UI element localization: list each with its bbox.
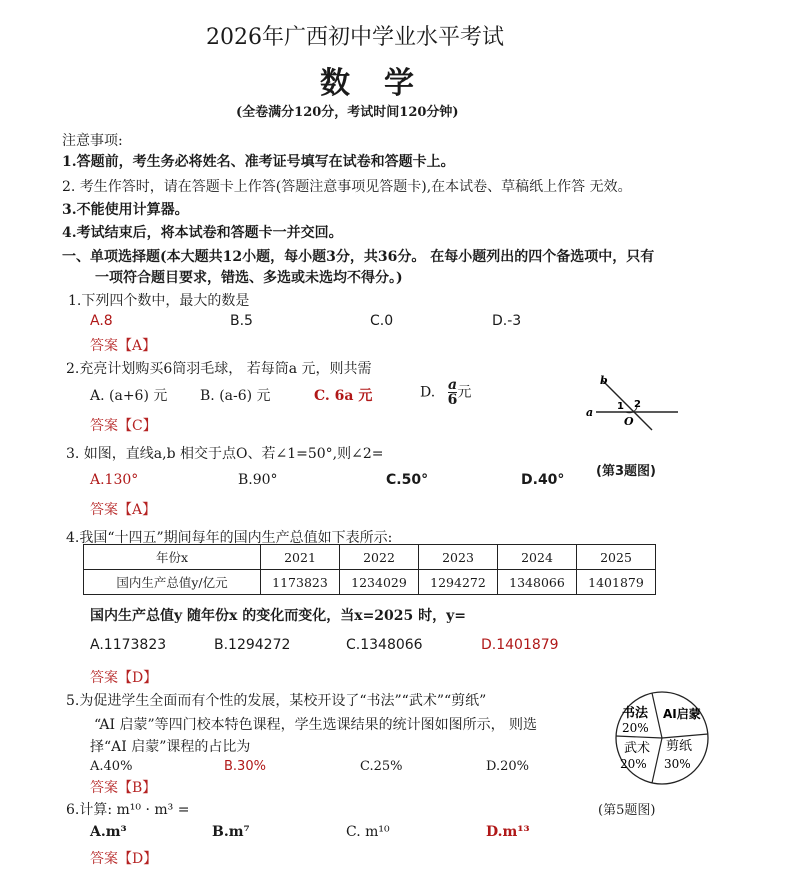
pie-label-ai: AI启蒙: [663, 707, 701, 721]
q6-option-d: D.m¹³: [486, 824, 530, 840]
table-cell: 1294272: [419, 570, 498, 595]
q4-option-d: D.1401879: [481, 637, 559, 653]
fraction-denominator: 6: [447, 392, 458, 408]
q4-option-c: C.1348066: [346, 637, 423, 653]
q1-option-b: B.5: [230, 313, 253, 329]
pie-divider: [652, 738, 662, 783]
pie-divider: [616, 736, 662, 738]
pie-label-wushu: 武术: [624, 741, 651, 756]
q4-answer: 答案【D】: [90, 670, 158, 686]
table-cell: 1348066: [498, 570, 577, 595]
q6-answer: 答案【D】: [90, 851, 158, 867]
q6-option-b: B.m⁷: [212, 824, 250, 840]
q2-option-d-suffix: 元: [457, 384, 472, 401]
q5-line1: 5.为促进学生全面而有个性的发展，某校开设了“书法”“武术”“剪纸”: [66, 693, 487, 709]
q1-option-a: A.8: [90, 313, 113, 329]
table-cell: 2022: [340, 545, 419, 570]
fraction-numerator: a: [447, 377, 458, 393]
table-row: [84, 545, 656, 570]
exam-info: (全卷满分120分，考试时间120分钟): [236, 105, 459, 120]
q4-option-a: A.1173823: [90, 637, 167, 653]
q1-option-c: C.0: [370, 313, 394, 329]
exam-title: 2026年广西初中学业水平考试: [206, 25, 504, 50]
label-o: O: [624, 415, 634, 428]
q3-option-c: C.50°: [386, 472, 429, 488]
gdp-table: [83, 544, 656, 595]
q5-option-b: B.30%: [224, 759, 266, 774]
q5-option-a: A.40%: [90, 759, 133, 774]
q1-answer: 答案【A】: [90, 338, 157, 354]
q3-option-a: A.130°: [90, 472, 139, 488]
q6-stem: 6.计算: m¹⁰ · m³ =: [66, 802, 190, 818]
note-item-2: 2. 考生作答时，请在答题卡上作答(答题注意事项见答题卡),在本试卷、草稿纸上作答 无效。: [62, 179, 632, 195]
q2-option-b: B. (a-6) 元: [200, 388, 271, 404]
q5-pie-chart: [608, 690, 716, 790]
pie-value-wushu: 20%: [620, 757, 647, 771]
q4-option-b: B.1294272: [214, 637, 291, 653]
table-cell: 年份x: [84, 545, 261, 570]
pie-value-shufa: 20%: [622, 721, 649, 735]
q5-option-d: D.20%: [486, 759, 529, 774]
pie-divider: [662, 734, 708, 738]
q5-answer: 答案【B】: [90, 780, 157, 796]
label-angle-2: 2: [634, 399, 641, 410]
q3-stem: 3. 如图，直线a,b 相交于点O、若∠1=50°,则∠2=: [66, 446, 384, 462]
q4-sub-question: 国内生产总值y 随年份x 的变化而变化，当x=2025 时，y=: [90, 608, 467, 624]
q3-figure: [580, 370, 690, 440]
section-title-line1: 一、单项选择题(本大题共12小题，每小题3分，共36分。 在每小题列出的四个备选项中，只有: [62, 249, 655, 265]
label-angle-1: 1: [617, 401, 624, 412]
table-cell: 1401879: [577, 570, 656, 595]
pie-value-jianzhi: 30%: [664, 757, 691, 771]
q2-answer: 答案【C】: [90, 418, 157, 434]
q6-option-a: A.m³: [90, 824, 127, 840]
q1-option-d: D.-3: [492, 313, 522, 329]
q2-option-d-prefix: D.: [420, 384, 436, 401]
subject-title: 数学: [320, 66, 448, 101]
table-row: [84, 570, 656, 595]
table-cell: 1234029: [340, 570, 419, 595]
pie-label-jianzhi: 剪纸: [666, 739, 693, 754]
table-cell: 2023: [419, 545, 498, 570]
q2-option-c: C. 6a 元: [314, 388, 373, 404]
q6-option-c: C. m¹⁰: [346, 824, 390, 840]
table-cell: 2024: [498, 545, 577, 570]
pie-divider: [652, 693, 662, 738]
notes-heading: 注意事项:: [62, 133, 123, 149]
q2-option-d: [420, 378, 471, 407]
note-item-1: 1.答题前，考生务必将姓名、准考证号填写在试卷和答题卡上。: [62, 154, 455, 170]
table-cell: 2025: [577, 545, 656, 570]
q2-option-d-fraction: [448, 378, 458, 407]
table-cell: 1173823: [261, 570, 340, 595]
label-b: b: [600, 374, 608, 387]
q4-stem: 4.我国“十四五”期间每年的国内生产总值如下表所示:: [66, 530, 393, 546]
q2-option-a: A. (a+6) 元: [90, 388, 168, 404]
note-item-4: 4.考试结束后，将本试卷和答题卡一并交回。: [62, 225, 343, 241]
q1-stem: 1.下列四个数中，最大的数是: [68, 293, 250, 309]
q5-line2: “AI 启蒙”等四门校本特色课程，学生选课结果的统计图如图所示， 则选: [94, 717, 538, 733]
q3-answer: 答案【A】: [90, 502, 157, 518]
q5-figure-caption: (第5题图): [598, 803, 656, 818]
label-a: a: [586, 406, 594, 419]
pie-label-shufa: 书法: [622, 706, 649, 721]
q5-line3: 择“AI 启蒙”课程的占比为: [90, 739, 251, 755]
q5-option-c: C.25%: [360, 759, 403, 774]
q2-stem: 2.充亮计划购买6筒羽毛球， 若每筒a 元，则共需: [66, 361, 372, 377]
note-item-3: 3.不能使用计算器。: [62, 202, 189, 218]
section-title-line2: 一项符合题目要求，错选、多选或未选均不得分。): [95, 270, 403, 286]
table-cell: 2021: [261, 545, 340, 570]
table-cell: 国内生产总值y/亿元: [84, 570, 261, 595]
q3-figure-caption: (第3题图): [596, 464, 656, 479]
q3-option-d: D.40°: [521, 472, 565, 488]
q3-option-b: B.90°: [238, 472, 278, 488]
